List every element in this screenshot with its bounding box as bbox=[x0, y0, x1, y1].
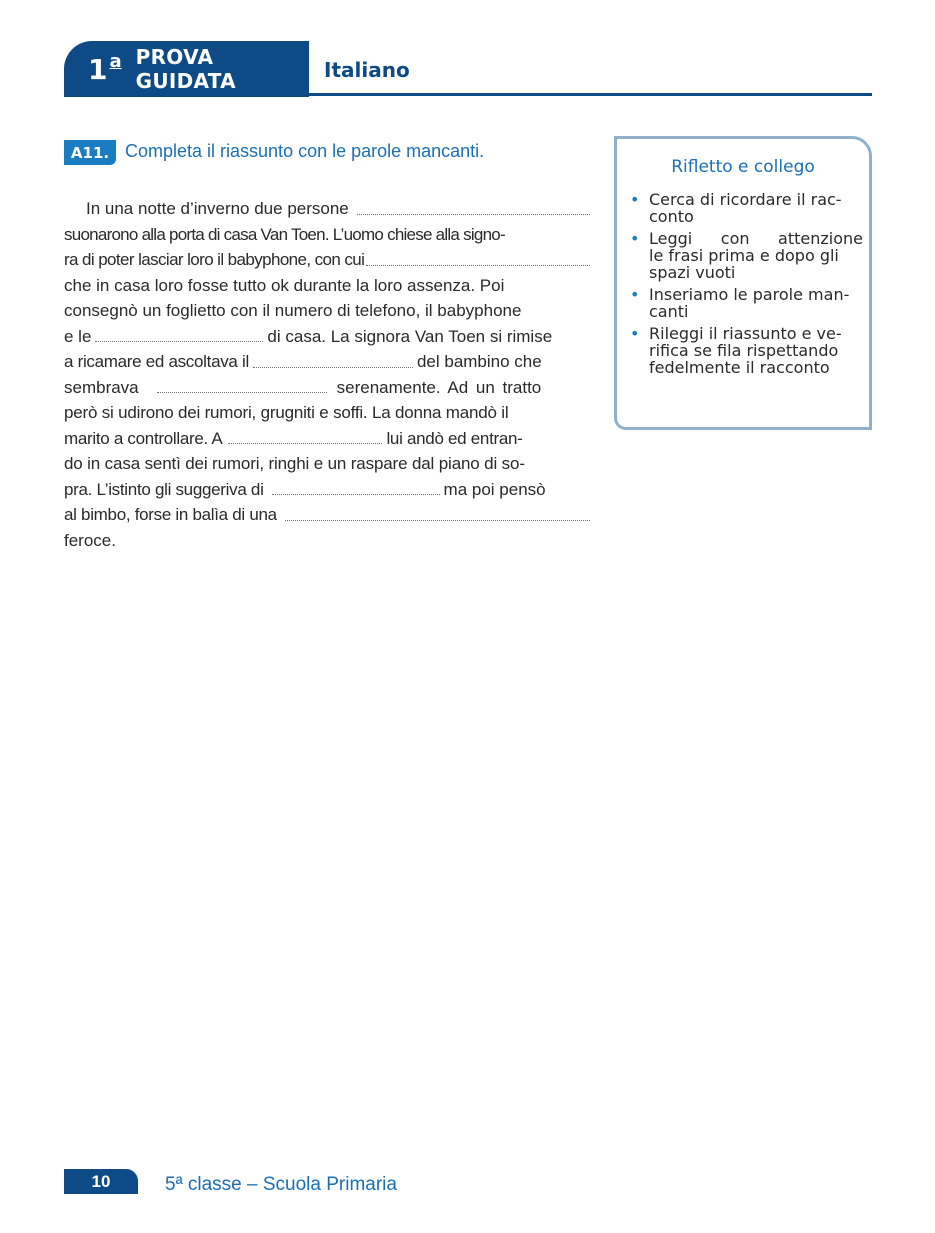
text-line bbox=[64, 247, 590, 273]
text-segment: ma poi pensò bbox=[443, 479, 546, 499]
text-line bbox=[64, 298, 590, 324]
text-segment: che in casa loro fosse tutto ok durante la loro assenza. Poi bbox=[64, 275, 505, 295]
tip-line: Rileggi il riassunto e ve- bbox=[649, 324, 842, 343]
bullet-icon: • bbox=[630, 324, 640, 343]
header-divider bbox=[64, 93, 872, 96]
tip-line: fedelmente il racconto bbox=[649, 358, 830, 377]
text-line bbox=[64, 222, 590, 248]
blank-field[interactable] bbox=[285, 520, 590, 521]
text-line bbox=[64, 477, 590, 503]
blank-field[interactable] bbox=[253, 367, 413, 368]
text-segment: a ricamare ed ascoltava il bbox=[64, 352, 249, 371]
text-segment: marito a controllare. A bbox=[64, 428, 223, 448]
header-tab bbox=[64, 41, 309, 97]
test-ordinal: a bbox=[109, 50, 122, 72]
text-segment: al bimbo, forse in balìa di una bbox=[64, 505, 277, 524]
text-line bbox=[64, 502, 590, 528]
tips-list bbox=[627, 191, 863, 381]
tip-line: spazi vuoti bbox=[649, 263, 736, 282]
tip-item bbox=[627, 286, 863, 320]
summary-text bbox=[64, 196, 590, 553]
tip-line: rifica se fila rispettando bbox=[649, 341, 839, 360]
blank-field[interactable] bbox=[228, 443, 382, 444]
subject-title: Italiano bbox=[324, 58, 410, 82]
tip-line bbox=[649, 230, 863, 247]
text-segment: di casa. La signora Van Toen si rimise bbox=[267, 326, 553, 346]
text-line bbox=[64, 196, 590, 222]
text-segment: e le bbox=[64, 326, 92, 346]
text-segment: suonarono alla porta di casa Van Toen. L’uomo chiese alla signo- bbox=[64, 224, 505, 244]
tip-word: attenzione bbox=[778, 229, 863, 248]
text-line bbox=[64, 451, 590, 477]
page-number: 10 bbox=[64, 1169, 138, 1194]
tip-item bbox=[627, 191, 863, 225]
tip-line: le frasi prima e dopo gli bbox=[649, 246, 839, 265]
text-line bbox=[64, 273, 590, 299]
text-segment: serenamente. Ad un tratto bbox=[336, 377, 542, 397]
text-line bbox=[64, 426, 590, 452]
tips-title: Rifletto e collego bbox=[671, 157, 815, 177]
blank-field[interactable] bbox=[366, 265, 590, 266]
text-line bbox=[64, 324, 590, 350]
text-segment: ra di poter lasciar loro il babyphone, con cui bbox=[64, 250, 365, 269]
bullet-icon: • bbox=[630, 229, 640, 248]
text-line bbox=[64, 349, 590, 375]
text-segment: consegnò un foglietto con il numero di telefono, il babyphone bbox=[64, 301, 522, 320]
text-segment: lui andò ed entran- bbox=[386, 428, 523, 448]
text-segment: pra. L’istinto gli suggeriva di bbox=[64, 479, 264, 499]
exercise-badge: A11. bbox=[64, 140, 116, 165]
test-number: 1 bbox=[88, 52, 108, 86]
exercise-instruction: Completa il riassunto con le parole mancanti. bbox=[125, 141, 485, 161]
bullet-icon: • bbox=[630, 190, 640, 209]
tip-line: canti bbox=[649, 302, 689, 321]
text-segment: In una notte d’inverno due persone bbox=[86, 199, 349, 218]
tip-line: Inseriamo le parole man- bbox=[649, 285, 850, 304]
text-line bbox=[64, 528, 590, 554]
blank-field[interactable] bbox=[157, 392, 327, 393]
tips-box bbox=[614, 136, 872, 430]
tip-word: con bbox=[720, 229, 750, 248]
tip-line: conto bbox=[649, 207, 694, 226]
blank-field[interactable] bbox=[357, 214, 590, 215]
tip-item bbox=[627, 230, 863, 281]
text-segment: sembrava bbox=[64, 377, 139, 397]
footer-text: 5ª classe – Scuola Primaria bbox=[165, 1174, 397, 1195]
test-title: PROVA GUIDATA bbox=[135, 45, 236, 93]
text-line bbox=[64, 400, 590, 426]
bullet-icon: • bbox=[630, 285, 640, 304]
text-segment: feroce. bbox=[64, 530, 116, 550]
tip-line: Cerca di ricordare il rac- bbox=[649, 190, 842, 209]
blank-field[interactable] bbox=[95, 341, 263, 342]
tip-word: Leggi bbox=[649, 229, 693, 248]
text-segment: però si udirono dei rumori, grugniti e soffi. La donna mandò il bbox=[64, 403, 509, 422]
blank-field[interactable] bbox=[272, 494, 440, 495]
tip-item bbox=[627, 325, 863, 376]
text-segment: do in casa sentì dei rumori, ringhi e un raspare dal piano di so- bbox=[64, 454, 525, 473]
text-line bbox=[64, 375, 590, 401]
text-segment: del bambino che bbox=[416, 352, 542, 371]
